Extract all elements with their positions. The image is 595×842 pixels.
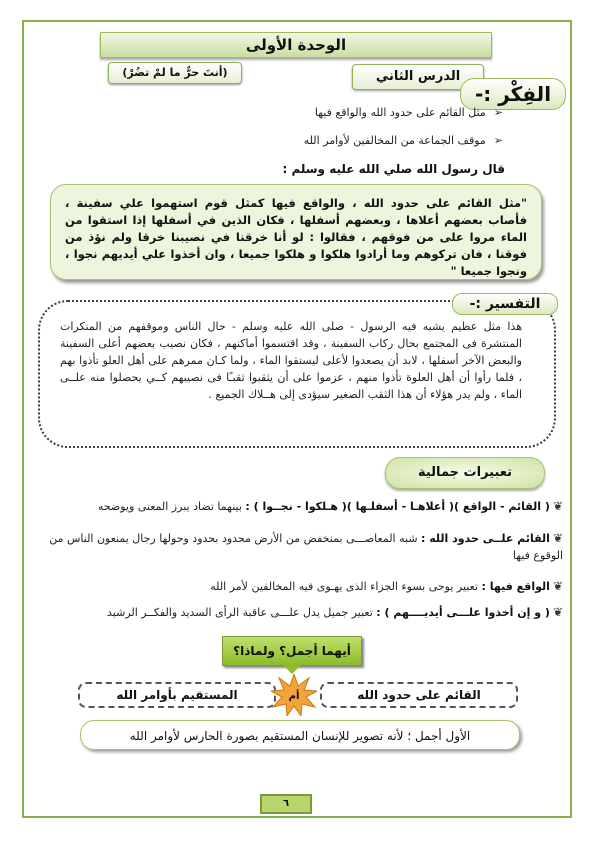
beauty-item bbox=[23, 530, 563, 564]
think-point-text: مثل القائم على حدود الله والواقع فيها bbox=[314, 106, 486, 119]
beauty-term: الواقع فيها : bbox=[481, 580, 550, 593]
or-burst-icon bbox=[271, 674, 317, 716]
tafsir-label: التفسير :- bbox=[452, 293, 558, 315]
unit-title: الوحدة الأولى bbox=[100, 32, 492, 58]
option-b: المستقيم بأوامر الله bbox=[78, 682, 276, 708]
beauty-desc: تعبير يوحى بسوء الجزاء الذى يهـوى فيه المخالفين لأمر الله bbox=[210, 580, 478, 593]
beauty-term: ( و إن أخذوا علـــى أيديــــهم ) : bbox=[376, 606, 550, 619]
hadith-text: "مثل القائم على حدود الله ، والواقع فيها كمثل قوم استهموا علي سفينة ، فأصاب بعضهم أعلاها ، وبعضهم أسفلها ، فكان الذين في أسفلها إذا استقوا من الماء مروا على من فوقهم ، فقالوا : لو أنا خرقنا في نصيبنا خرقا ولم نؤذ من فوقنا ، فان تركوهم وما أرادوا هلكوا و هلكوا جميعا ، وان أخذوا علي أيديهم نجوا ، ونجوا جميعا " bbox=[50, 184, 542, 280]
beauty-desc: تعبير جميل يدل علـــى عاقبة الرأى السديد والفكــر الرشيد bbox=[107, 606, 373, 619]
think-point bbox=[304, 134, 503, 147]
think-point-text: موقف الجماعة من المخالفين لأوامر الله bbox=[303, 134, 486, 147]
beauty-desc: شبه المعاصـــى بمنخفض من الأرض محدود بحدود وحولها رجال يمنعون الناس من الوقوع فيها bbox=[49, 532, 563, 562]
or-label: أم bbox=[288, 691, 300, 702]
beauty-term: ( القائم - الواقع )( أعلاهـا - أسفلـها )( هـلكوا - نجــوا ) : bbox=[245, 500, 550, 513]
beauty-item bbox=[23, 604, 563, 621]
lesson-title: (أنتَ حرٌّ ما لمْ تضُرْ) bbox=[108, 62, 242, 84]
arrow-check-icon: ➢ bbox=[493, 134, 503, 147]
leaf-bullet-icon: ❦ bbox=[552, 531, 563, 545]
option-a: القائم على حدود الله bbox=[320, 682, 518, 708]
think-section-label: الفِكْر :- bbox=[460, 78, 566, 110]
page-number: ٦ bbox=[260, 794, 312, 814]
hadith-intro: قال رسول الله صلي الله عليه وسلم : bbox=[282, 162, 505, 176]
beauty-term: القائم علــى حدود الله : bbox=[421, 532, 550, 545]
beauty-desc: بينهما تضاد يبرز المعنى ويوضحه bbox=[97, 500, 242, 513]
beauty-item bbox=[23, 578, 563, 595]
beauty-section-label: تعبيرات جمالية bbox=[385, 457, 545, 489]
answer-text: الأول أجمل ؛ لأنه تصوير للإنسان المستقيم بصورة الحارس لأوامر الله bbox=[80, 720, 520, 750]
leaf-bullet-icon: ❦ bbox=[552, 605, 563, 619]
leaf-bullet-icon: ❦ bbox=[552, 499, 563, 513]
leaf-bullet-icon: ❦ bbox=[552, 579, 563, 593]
lesson-label: الدرس الثاني bbox=[352, 64, 484, 90]
question-pointer bbox=[282, 664, 302, 674]
tafsir-text: هذا مثل عظيم يشبه فيه الرسول - صلى الله عليه وسلم - حال الناس وموقفهم من المنكرات المنتشرة فى المجتمع بحال ركاب السفينة ، وقد اقتسموا أماكنهم ، فكان نصيب بعضهم أعلى السفينة والبعض الآخر أسفلها ، لابد أن يصعدوا لأعلى ليستقوا الماء ، ولما كـان ممرهم على أهل العلو تأذوا بهم ، فلما رأوا أن أهل العلوة تأذوا منهم ، عزموا على أن يثقبوا ثقبـًا فى نصيبهم كــي يحصلوا منه علــى الماء ، ولم يدر هؤلاء أن هذا الثقب الصغير سيؤدى إلى هــلاك الجميع . bbox=[60, 320, 522, 401]
beauty-item bbox=[23, 498, 563, 515]
question-label: أيهما أجمل؟ ولماذا؟ bbox=[222, 636, 362, 666]
think-point bbox=[315, 106, 503, 119]
arrow-check-icon: ➢ bbox=[493, 106, 503, 119]
